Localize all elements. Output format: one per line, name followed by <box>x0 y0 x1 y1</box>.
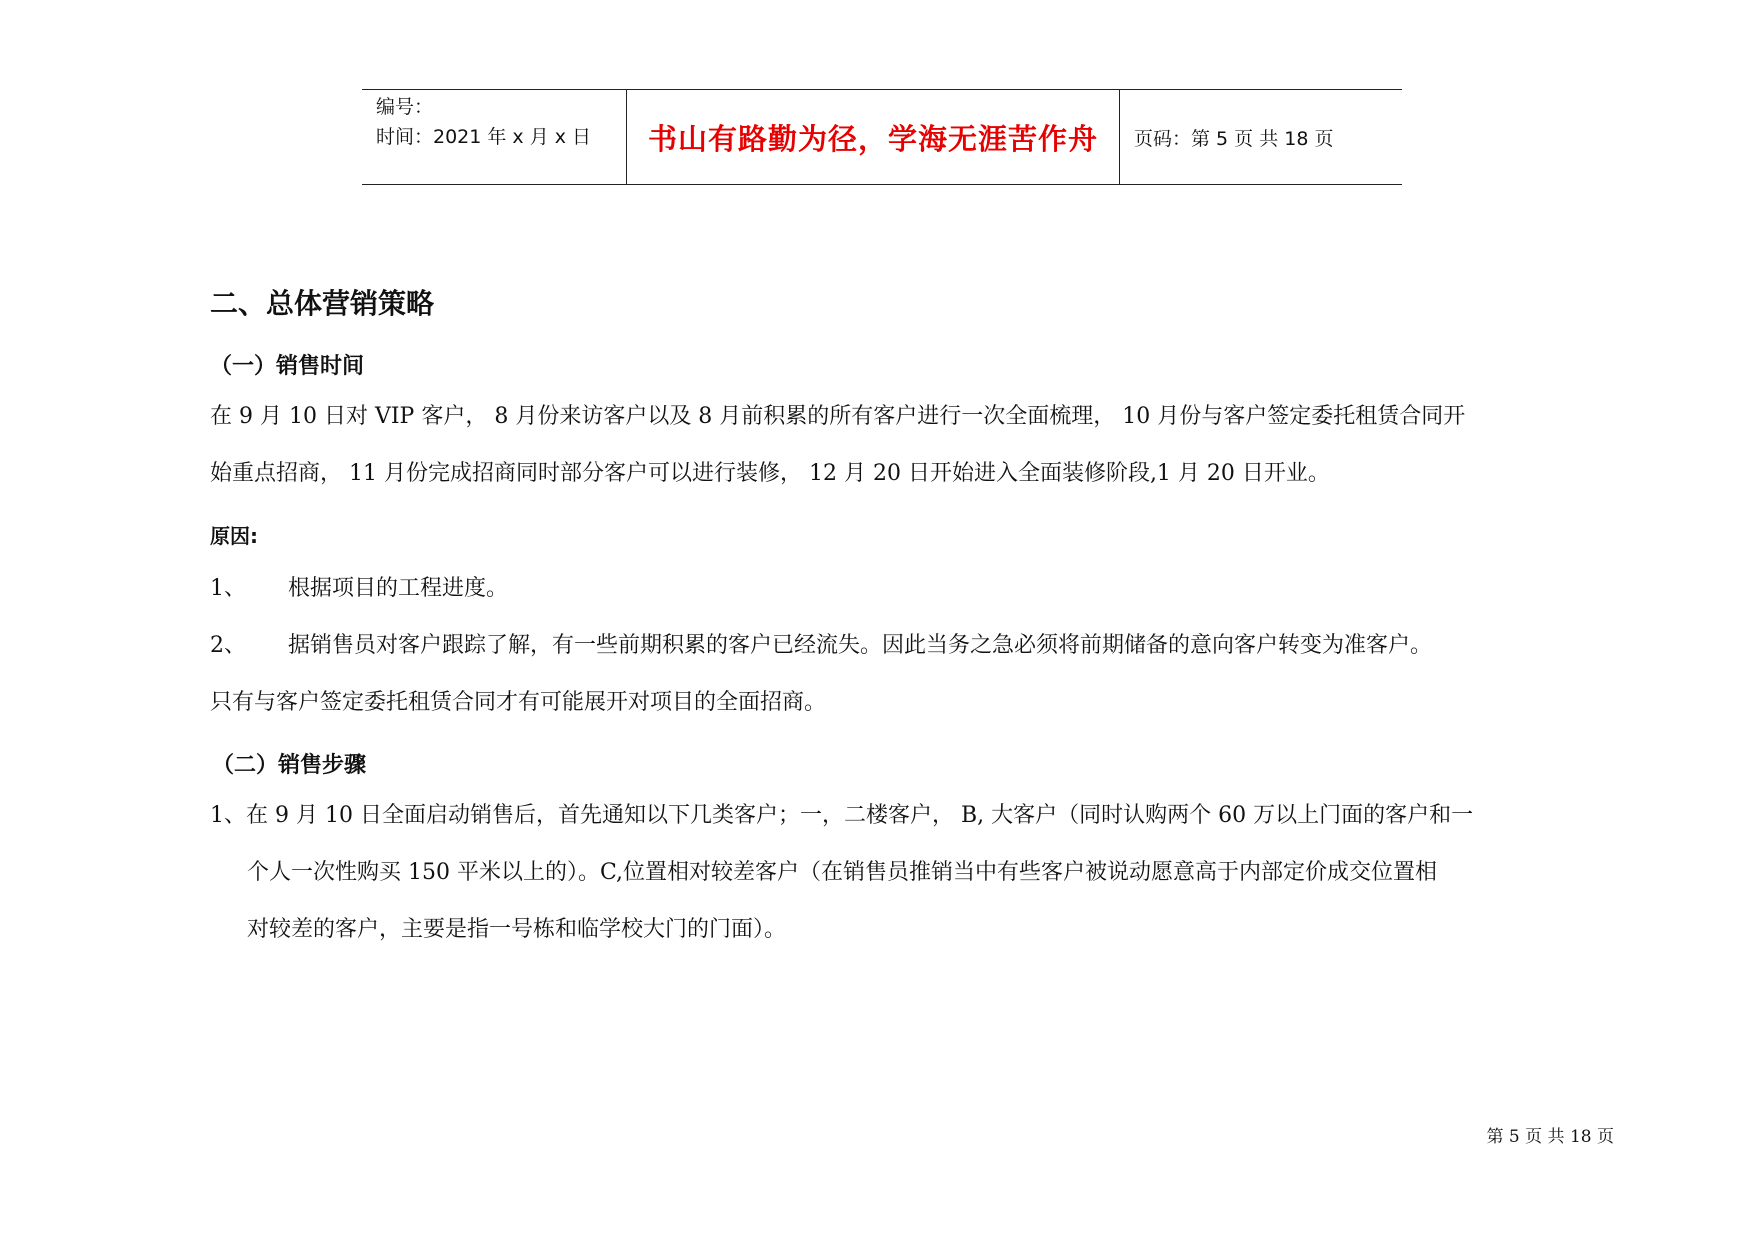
header-meta <box>362 90 627 184</box>
step-item-line: 1、在 9 月 10 日全面启动销售后，首先通知以下几类客户；一，二楼客户， B, 大客户（同时认购两个 60 万以上门面的客户和一 <box>210 803 1474 828</box>
reason-label: 原因: <box>210 524 258 548</box>
step-item-line: 个人一次性购买 150 平米以上的）。C,位置相对较差客户（在销售员推销当中有些客户被说动愿意高于内部定价成交位置相 <box>247 860 1438 885</box>
section-title: 二、总体营销策略 <box>210 287 435 320</box>
header-date-label: 时间：2021 年 x 月 x 日 <box>376 126 592 148</box>
header-page-info: 页码：第 5 页 共 18 页 <box>1134 127 1334 150</box>
paragraph-line: 始重点招商， 11 月份完成招商同时部分客户可以进行装修， 12 月 20 日开始进入全面装修阶段,1 月 20 日开业。 <box>210 461 1330 486</box>
reason-item-2-continued: 只有与客户签定委托租赁合同才有可能展开对项目的全面招商。 <box>210 690 827 715</box>
subsection-title-sales-time: （一）销售时间 <box>210 354 365 379</box>
subsection-title-sales-steps: （二）销售步骤 <box>212 753 367 778</box>
header-number-label: 编号： <box>376 96 434 118</box>
reason-item-2: 2、 据销售员对客户跟踪了解，有一些前期积累的客户已经流失。因此当务之急必须将前期储备的意向客户转变为准客户。 <box>210 633 1432 658</box>
step-item-line: 对较差的客户，主要是指一号栋和临学校大门的门面）。 <box>247 917 787 942</box>
page-footer: 第 5 页 共 18 页 <box>1486 1127 1614 1147</box>
header-motto: 书山有路勤为径，学海无涯苦作舟 <box>627 90 1120 184</box>
page-header <box>362 89 1402 185</box>
paragraph-line: 在 9 月 10 日对 VIP 客户， 8 月份来访客户以及 8 月前积累的所有客户进行一次全面梳理， 10 月份与客户签定委托租赁合同开 <box>210 404 1466 429</box>
reason-item-1: 1、 根据项目的工程进度。 <box>210 576 508 601</box>
